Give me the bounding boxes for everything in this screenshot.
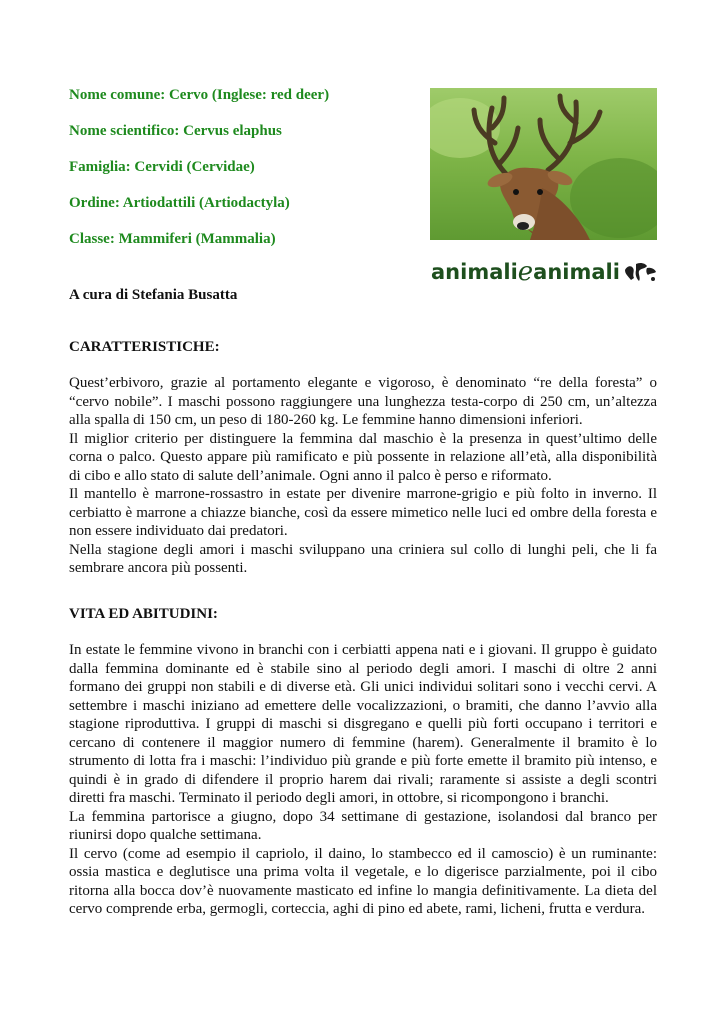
class: Classe: Mammiferi (Mammalia)	[69, 231, 276, 247]
paragraph: Il mantello è marrone-rossastro in estate per divenire marrone-grigio e più folto in inverno. Il cerbiatto è marrone a chiazze bianche, così da essere mimetico nelle luci ed ombre della foresta e non essere individuato dai predatori.	[69, 486, 657, 539]
paragraph: Nella stagione degli amori i maschi sviluppano una criniera sul collo di lunghi peli, che li fa sembrare ancora più possenti.	[69, 541, 657, 576]
paragraph: La femmina partorisce a giugno, dopo 34 settimane di gestazione, isolandosi dal branco per riunirsi dopo qualche settimana.	[69, 808, 657, 843]
logo-text-right: animali	[533, 260, 620, 284]
caratteristiche-body	[69, 374, 657, 578]
section-heading-vita: VITA ED ABITUDINI:	[69, 606, 218, 622]
deer-photo	[430, 88, 657, 240]
animali-e-animali-logo	[431, 256, 657, 288]
family: Famiglia: Cervidi (Cervidae)	[69, 159, 255, 175]
paragraph: In estate le femmine vivono in branchi con i cerbiatti appena nati e i giovani. Il gruppo è guidato dalla femmina dominante ed è stabile sino al periodo degli amori. I maschi di oltre 2 anni formano dei gruppi non stabili e di diverse età. Gli unici individui solitari sono i vecchi cervi. A settembre i maschi iniziano ad emettere delle vocalizzazioni, o bramiti, che danno l’avvio alla stagione riproduttiva. I gruppi di maschi si disgregano e quelli più forti occupano i territori e cercano di contenere il maggior numero di femmine (harem). Generalmente il bramito è lo strumento di lotta fra i maschi: l’individuo più grande e più forte emette il bramito più intenso, e quindi è in grado di difendere il proprio harem dai rivali; raramente si assiste a degli scontri diretti fra maschi. Terminato il periodo degli amori, in ottobre, si ricompongono i branchi.	[69, 642, 657, 806]
world-map-icon	[623, 260, 657, 284]
vita-body	[69, 641, 657, 919]
logo-text-left: animali	[431, 260, 518, 284]
paragraph: Il cervo (come ad esempio il capriolo, il daino, lo stambecco ed il camoscio) è un ruminante: ossia mastica e deglutisce una prima volta il vegetale, e lo digerisce parzialmente, poi il cibo ritorna alla bocca dov’è nuovamente masticato ed infine lo mangia definitivamente. La dieta del cervo comprende erba, germogli, corteccia, aghi di pino ed abete, rami, licheni, frutta e verdura.	[69, 845, 657, 917]
paragraph: Il miglior criterio per distinguere la femmina dal maschio è la presenza in quest’ultimo delle corna o palco. Questo appare più ramificato e più possente in relazione all’età, alla disponibilità di cibo e allo stato di salute dell’animale. Ogni anno il palco è perso e riformato.	[69, 430, 657, 484]
order: Ordine: Artiodattili (Artiodactyla)	[69, 195, 290, 211]
logo-text-e: e	[517, 257, 534, 287]
common-name: Nome comune: Cervo (Inglese: red deer)	[69, 87, 330, 103]
deer-illustration	[430, 88, 657, 240]
paragraph: Quest’erbivoro, grazie al portamento elegante e vigoroso, è denominato “re della foresta” o “cervo nobile”. I maschi possono raggiungere una lunghezza testa-corpo di 250 cm, un’altezza alla spalla di 150 cm, un peso di 180-260 kg. Le femmine hanno dimensioni inferiori.	[69, 375, 657, 428]
scientific-name: Nome scientifico: Cervus elaphus	[69, 123, 282, 139]
section-heading-caratteristiche: CARATTERISTICHE:	[69, 339, 220, 355]
author-credit: A cura di Stefania Busatta	[69, 287, 238, 303]
